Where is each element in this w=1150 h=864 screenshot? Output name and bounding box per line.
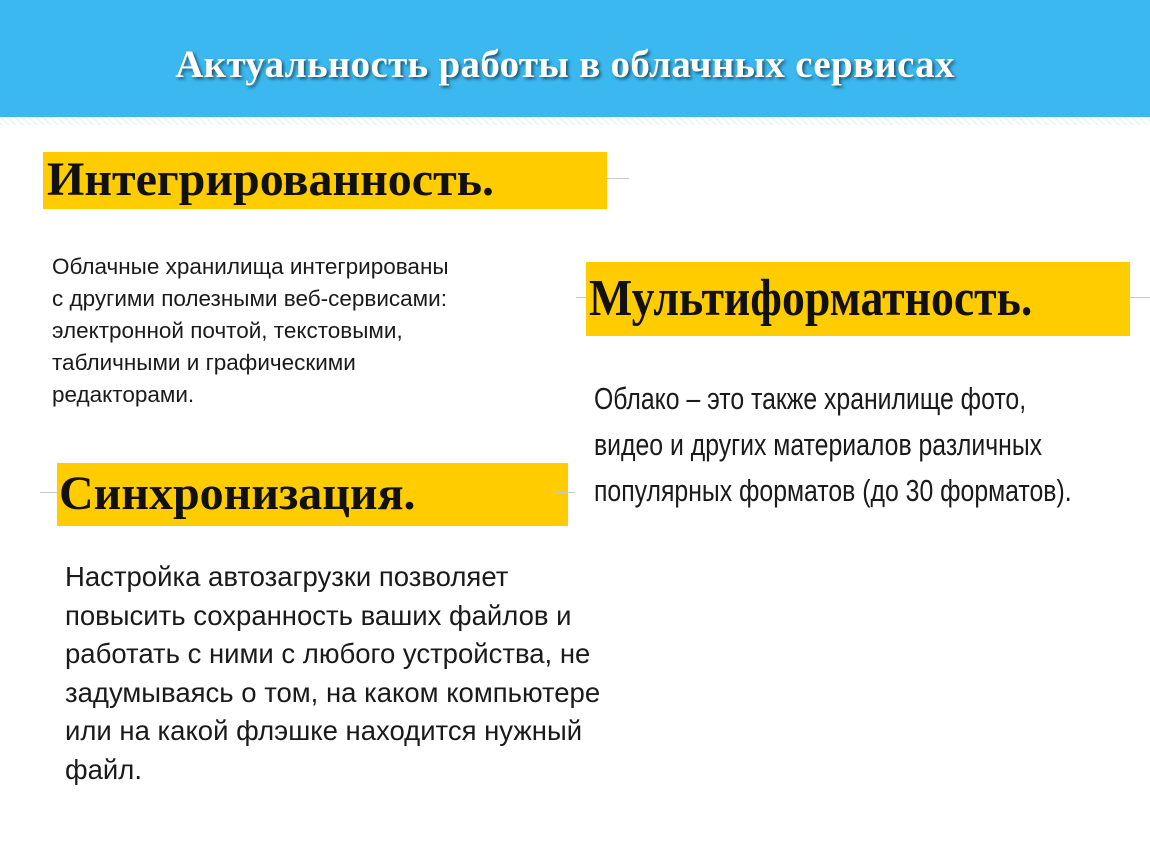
text-line: файл. (65, 753, 142, 785)
text-line: Настройка автозагрузки позволяет (65, 561, 509, 592)
header-pattern-strip (0, 117, 1150, 125)
text-line: Облако – это также хранилище фото, (594, 381, 1027, 416)
heading-connector-line (576, 297, 586, 298)
paragraph-sync (65, 558, 725, 789)
text-line: Облачные хранилища интегрированы (52, 254, 449, 279)
text-line: редакторами. (52, 382, 195, 407)
heading-integration: Интегрированность. (43, 152, 607, 209)
text-line: популярных форматов (до 30 форматов). (594, 473, 1072, 508)
text-line: видео и других материалов различных (594, 427, 1043, 462)
text-line: работать с ними с любого устройства, не (65, 638, 591, 669)
paragraph-multiformat (594, 376, 1134, 514)
heading-connector-line (555, 492, 575, 493)
text-line: задумываясь о том, на каком компьютере (65, 676, 601, 708)
heading-connector-line (40, 492, 57, 493)
text-line: или на какой флэшке находится нужный (65, 715, 583, 746)
text-line: с другими полезными веб-сервисами: (52, 286, 447, 311)
heading-connector-line (1130, 297, 1150, 298)
heading-multiformat-text: Мультиформатность. (589, 270, 1033, 327)
text-line: табличными и графическими (52, 350, 356, 375)
text-line: электронной почтой, текстовыми, (52, 318, 403, 343)
slide-title: Актуальность работы в облачных сервисах (175, 43, 955, 86)
paragraph-integration (52, 251, 572, 411)
text-line: повысить сохранность ваших файлов и (65, 599, 572, 631)
heading-connector-line (607, 178, 629, 179)
heading-sync: Синхронизация. (57, 463, 568, 526)
heading-multiformat (586, 262, 1130, 336)
